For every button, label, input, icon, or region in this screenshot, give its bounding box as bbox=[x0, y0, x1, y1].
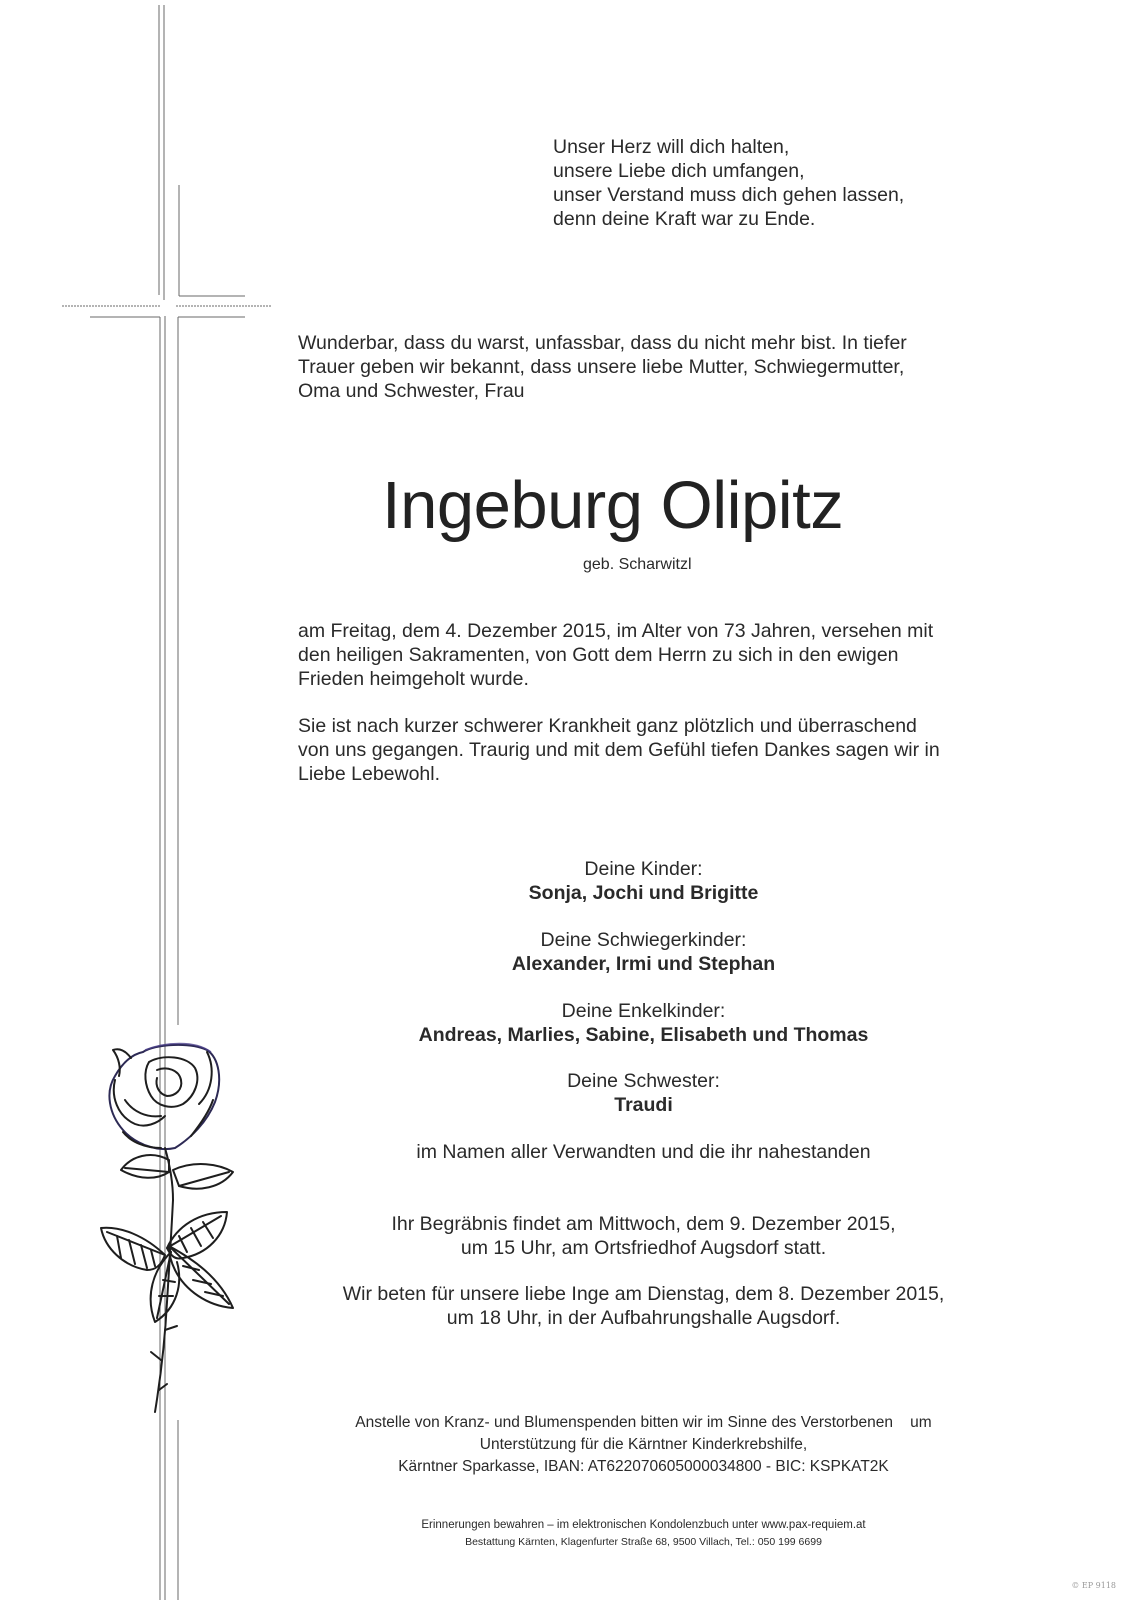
intro-line: Trauer geben wir bekannt, dass unsere liebe Mutter, Schwiegermutter, bbox=[298, 356, 905, 378]
poem-line: denn deine Kraft war zu Ende. bbox=[553, 208, 816, 230]
footer-line-1: Erinnerungen bewahren – im elektronischen Kondolenzbuch unter www.pax-requiem.at bbox=[421, 1519, 866, 1531]
poem bbox=[553, 135, 904, 231]
prayer-line: Wir beten für unsere liebe Inge am Dienstag, dem 8. Dezember 2015, bbox=[342, 1283, 945, 1305]
footer-undertaker bbox=[0, 1536, 1132, 1548]
relatives-line bbox=[0, 1140, 1132, 1164]
family-label: Deine Enkelkinder: bbox=[561, 1000, 726, 1022]
family-children bbox=[0, 857, 1132, 905]
funeral-line: um 15 Uhr, am Ortsfriedhof Augsdorf statt. bbox=[460, 1237, 827, 1259]
family-grandchildren bbox=[0, 999, 1132, 1047]
family-sister bbox=[0, 1069, 1132, 1117]
poem-line: unser Verstand muss dich gehen lassen, bbox=[553, 184, 905, 206]
notice-line: Frieden heimgeholt wurde. bbox=[298, 668, 529, 690]
family-names: Alexander, Irmi und Stephan bbox=[511, 953, 776, 975]
footer-line-2: Bestattung Kärnten, Klagenfurter Straße 68, 9500 Villach, Tel.: 050 199 6699 bbox=[465, 1536, 822, 1548]
farewell-line: Liebe Lebewohl. bbox=[298, 763, 441, 785]
funeral-line: Ihr Begräbnis findet am Mittwoch, dem 9. Dezember 2015, bbox=[391, 1213, 896, 1235]
death-notice bbox=[298, 619, 933, 691]
family-names: Andreas, Marlies, Sabine, Elisabeth und Thomas bbox=[418, 1024, 869, 1046]
donation-line: Kärntner Sparkasse, IBAN: AT622070605000034800 - BIC: KSPKAT2K bbox=[398, 1458, 889, 1475]
notice-line: den heiligen Sakramenten, von Gott dem Herrn zu sich in den ewigen bbox=[298, 644, 899, 666]
donation-request bbox=[0, 1412, 1132, 1478]
donation-line: Anstelle von Kranz- und Blumenspenden bitten wir im Sinne des Verstorbenen um bbox=[355, 1414, 932, 1431]
farewell-line: von uns gegangen. Traurig und mit dem Gefühl tiefen Dankes sagen wir in bbox=[298, 739, 940, 761]
farewell-paragraph bbox=[298, 714, 940, 786]
family-in-laws bbox=[0, 928, 1132, 976]
funeral-info bbox=[0, 1212, 1132, 1260]
deceased-name: Ingeburg Olipitz bbox=[382, 468, 844, 543]
intro-line: Oma und Schwester, Frau bbox=[298, 380, 525, 402]
poem-line: Unser Herz will dich halten, bbox=[553, 136, 790, 158]
family-label: Deine Schwiegerkinder: bbox=[540, 929, 747, 951]
farewell-line: Sie ist nach kurzer schwerer Krankheit ganz plötzlich und überraschend bbox=[298, 715, 917, 737]
footer-condolence bbox=[0, 1519, 1132, 1531]
family-label: Deine Schwester: bbox=[567, 1070, 720, 1092]
donation-line: Unterstützung für die Kärntner Kinderkrebshilfe, bbox=[479, 1436, 808, 1453]
birth-name: geb. Scharwitzl bbox=[583, 556, 692, 573]
family-label: Deine Kinder: bbox=[584, 858, 703, 880]
prayer-info bbox=[0, 1282, 1132, 1330]
intro-paragraph bbox=[298, 331, 907, 403]
notice-line: am Freitag, dem 4. Dezember 2015, im Alter von 73 Jahren, versehen mit bbox=[298, 620, 934, 642]
intro-line: Wunderbar, dass du warst, unfassbar, dass du nicht mehr bist. In tiefer bbox=[298, 332, 907, 354]
family-names: Traudi bbox=[614, 1094, 673, 1116]
relatives-text: im Namen aller Verwandten und die ihr nahestanden bbox=[416, 1141, 871, 1163]
print-code: © EP 9118 bbox=[1071, 1581, 1116, 1590]
prayer-line: um 18 Uhr, in der Aufbahrungshalle Augsdorf. bbox=[446, 1307, 841, 1329]
family-names: Sonja, Jochi und Brigitte bbox=[528, 882, 759, 904]
poem-line: unsere Liebe dich umfangen, bbox=[553, 160, 805, 182]
